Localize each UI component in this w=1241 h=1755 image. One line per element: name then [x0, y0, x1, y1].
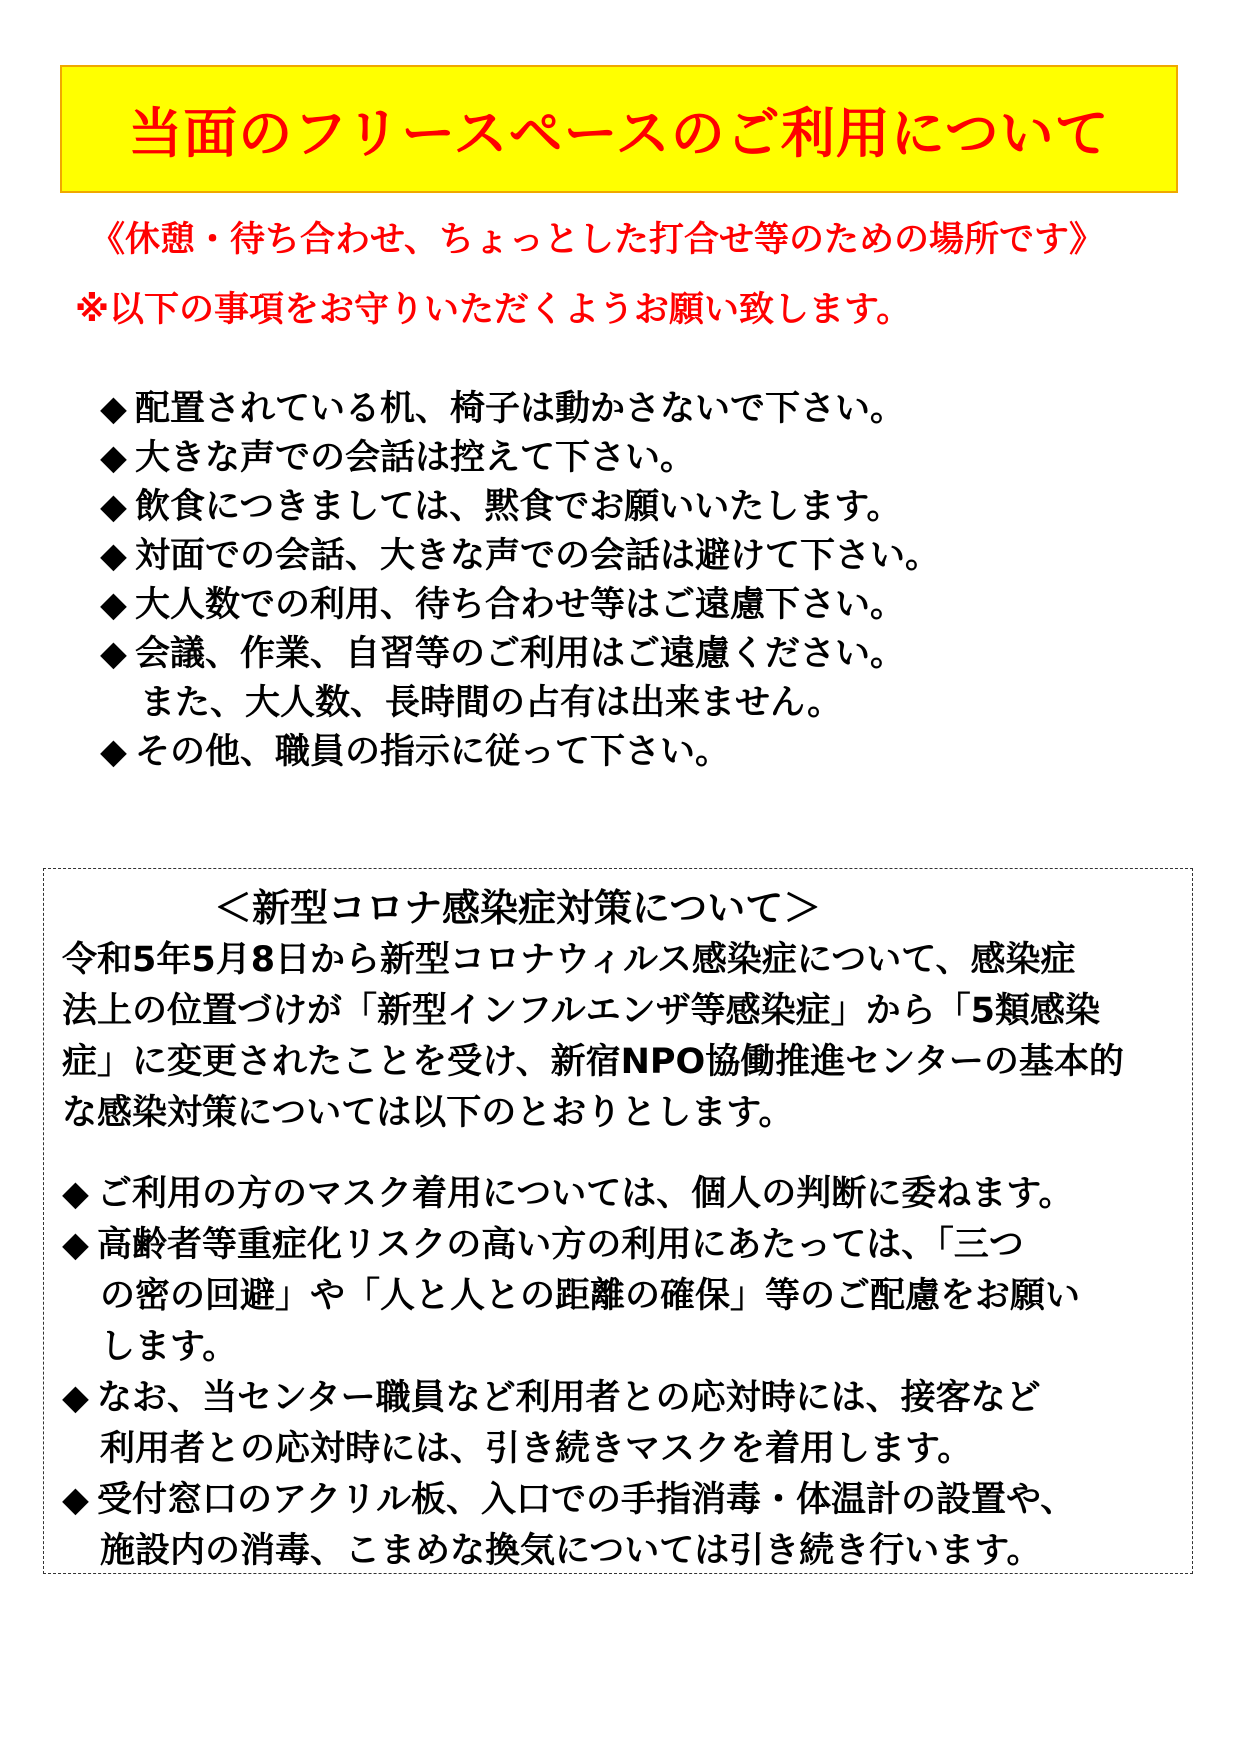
- diamond-bullet-icon: ◆: [100, 389, 127, 429]
- diamond-bullet-icon: ◆: [62, 1174, 89, 1214]
- diamond-bullet-icon: ◆: [100, 732, 127, 772]
- diamond-bullet-icon: ◆: [62, 1378, 89, 1418]
- rule-item: [100, 581, 1180, 630]
- rule-text: 配置されている机、椅子は動かさないで下さい。: [135, 389, 906, 429]
- rule-text: 対面での会話、大きな声での会話は避けて下さい。: [135, 536, 941, 576]
- rule-text: 飲食につきましては、黙食でお願いいたします。: [135, 487, 902, 527]
- corona-items-list: [62, 1169, 1182, 1577]
- corona-item-text: 高齢者等重症化リスクの高い方の利用にあたっては、「三つ: [97, 1225, 1024, 1265]
- intro-line: 症」に変更されたことを受け、新宿NPO協働推進センターの基本的: [62, 1042, 1124, 1082]
- corona-item: [62, 1373, 1182, 1424]
- rule-item: [100, 728, 1180, 777]
- corona-item-text: ご利用の方のマスク着用については、個人の判断に委ねます。: [97, 1174, 1074, 1214]
- corona-intro: [62, 935, 1182, 1139]
- corona-item: [62, 1220, 1182, 1271]
- corona-item-text: 受付窓口のアクリル板、入口での手指消毒・体温計の設置や、: [97, 1480, 1076, 1520]
- corona-item-continuation: 施設内の消毒、こまめな換気については引き続き行います。: [100, 1531, 1042, 1571]
- diamond-bullet-icon: ◆: [100, 536, 127, 576]
- diamond-bullet-icon: ◆: [62, 1480, 89, 1520]
- rule-item: [100, 630, 1180, 679]
- rule-item: [100, 483, 1180, 532]
- diamond-bullet-icon: ◆: [62, 1225, 89, 1265]
- rule-text: その他、職員の指示に従って下さい。: [135, 732, 731, 772]
- rule-item: [100, 385, 1180, 434]
- corona-item-continuation: します。: [100, 1327, 238, 1367]
- rule-text: 大きな声での会話は控えて下さい。: [135, 438, 696, 478]
- diamond-bullet-icon: ◆: [100, 487, 127, 527]
- rule-item: [100, 434, 1180, 483]
- corona-item-continuation: 利用者との応対時には、引き続きマスクを着用します。: [100, 1429, 973, 1469]
- rule-text: 会議、作業、自習等のご利用はご遠慮ください。: [135, 634, 906, 674]
- corona-title: ＜新型コロナ感染症対策について＞: [214, 886, 822, 930]
- rule-text: 大人数での利用、待ち合わせ等はご遠慮下さい。: [135, 585, 906, 625]
- page-title: 当面のフリースペースのご利用について: [128, 101, 1110, 165]
- subtitle: 《休憩・待ち合わせ、ちょっとした打合せ等のための場所です》: [90, 220, 1104, 260]
- corona-item-text: なお、当センター職員など利用者との応対時には、接客など: [97, 1378, 1041, 1418]
- rule-continuation: また、大人数、長時間の占有は出来ません。: [140, 683, 843, 723]
- notice: ※以下の事項をお守りいただくようお願い致します。: [75, 290, 912, 330]
- corona-item: [62, 1169, 1182, 1220]
- corona-item: [62, 1475, 1182, 1526]
- title-banner: [60, 65, 1178, 193]
- corona-measures-box: [43, 868, 1193, 1574]
- intro-line: 令和5年5月8日から新型コロナウィルス感染症について、感染症: [62, 940, 1076, 980]
- diamond-bullet-icon: ◆: [100, 634, 127, 674]
- intro-line: な感染対策については以下のとおりとします。: [62, 1093, 794, 1133]
- diamond-bullet-icon: ◆: [100, 438, 127, 478]
- rule-item: [100, 532, 1180, 581]
- intro-line: 法上の位置づけが「新型インフルエンザ等感染症」から「5類感染: [62, 991, 1100, 1031]
- diamond-bullet-icon: ◆: [100, 585, 127, 625]
- corona-item-continuation: の密の回避」や「人と人との距離の確保」等のご配慮をお願い: [100, 1276, 1081, 1316]
- rules-list: [100, 385, 1180, 777]
